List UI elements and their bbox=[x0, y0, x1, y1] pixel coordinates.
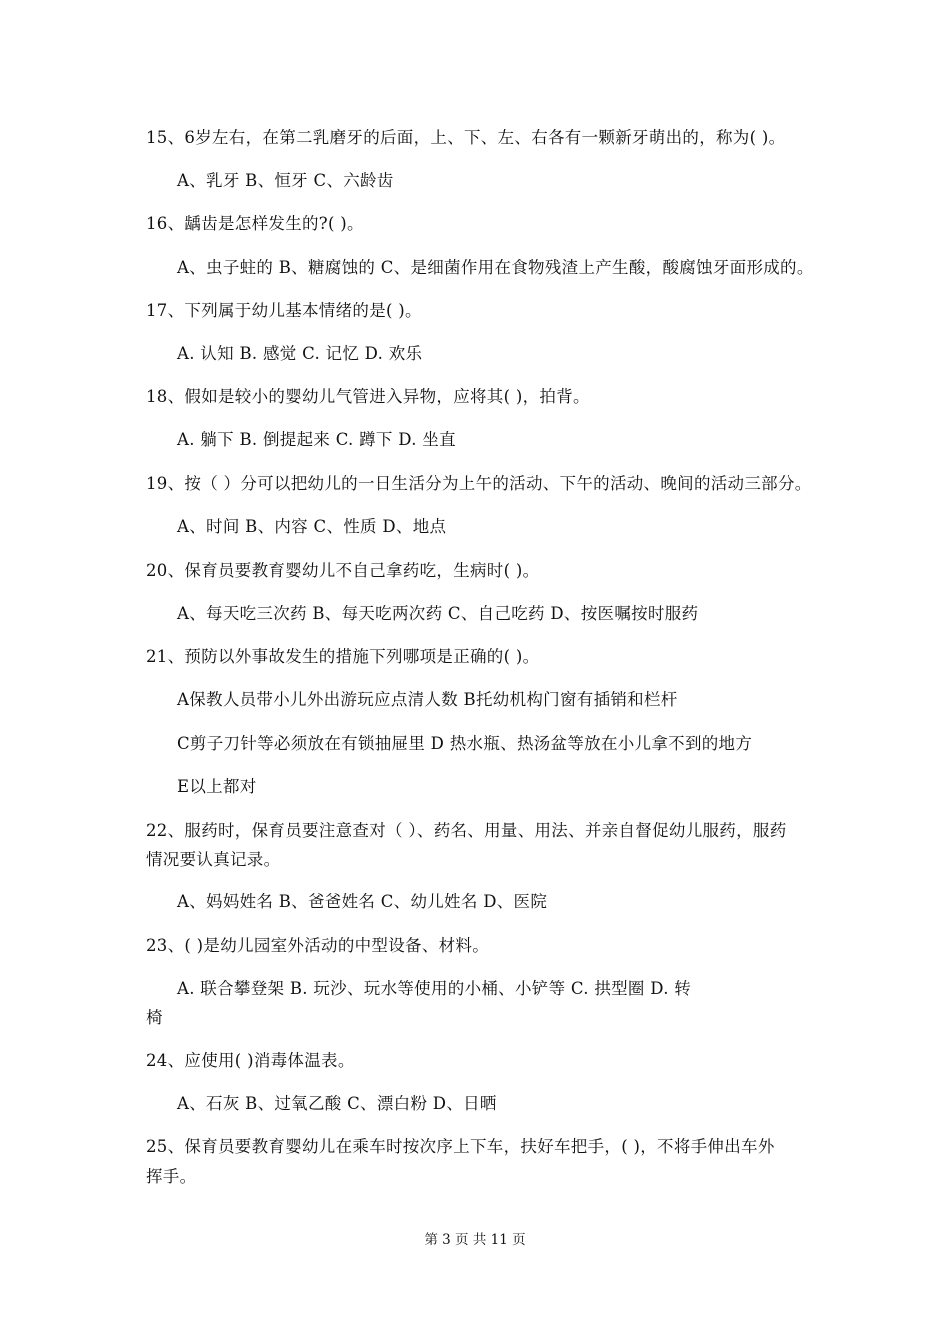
question-15: 15、6岁左右，在第二乳磨牙的后面，上、下、左、右各有一颗新牙萌出的，称为( )。 bbox=[146, 128, 786, 147]
question-17: 17、下列属于幼儿基本情绪的是( )。 bbox=[146, 301, 422, 320]
question-18: 18、假如是较小的婴幼儿气管进入异物，应将其( )，拍背。 bbox=[146, 387, 590, 406]
options-23-cont: 椅 bbox=[146, 1008, 163, 1027]
question-16: 16、龋齿是怎样发生的?( )。 bbox=[146, 214, 364, 233]
options-19: A、时间 B、内容 C、性质 D、地点 bbox=[177, 517, 447, 536]
question-25: 25、保育员要教育婴幼儿在乘车时按次序上下车，扶好车把手，( )，不将手伸出车外 bbox=[146, 1137, 775, 1156]
options-17: A. 认知 B. 感觉 C. 记忆 D. 欢乐 bbox=[177, 344, 423, 363]
question-22-cont: 情况要认真记录。 bbox=[146, 850, 281, 869]
options-24: A、石灰 B、过氧乙酸 C、漂白粉 D、日晒 bbox=[177, 1094, 497, 1113]
options-16: A、虫子蛀的 B、糖腐蚀的 C、是细菌作用在食物残渣上产生酸，酸腐蚀牙面形成的。 bbox=[177, 258, 814, 277]
question-19: 19、按（ ）分可以把幼儿的一日生活分为上午的活动、下午的活动、晚间的活动三部分。 bbox=[146, 474, 812, 493]
page-footer: 第 3 页 共 11 页 bbox=[424, 1232, 526, 1248]
options-23: A. 联合攀登架 B. 玩沙、玩水等使用的小桶、小铲等 C. 拱型圈 D. 转 bbox=[177, 979, 692, 998]
question-24: 24、应使用( )消毒体温表。 bbox=[146, 1051, 355, 1070]
question-20: 20、保育员要教育婴幼儿不自己拿药吃，生病时( )。 bbox=[146, 561, 540, 580]
options-18: A. 躺下 B. 倒提起来 C. 蹲下 D. 坐直 bbox=[177, 430, 456, 449]
options-20: A、每天吃三次药 B、每天吃两次药 C、自己吃药 D、按医嘱按时服药 bbox=[177, 604, 699, 623]
options-21-line3: E以上都对 bbox=[177, 777, 257, 796]
question-23: 23、( )是幼儿园室外活动的中型设备、材料。 bbox=[146, 936, 490, 955]
options-22: A、妈妈姓名 B、爸爸姓名 C、幼儿姓名 D、医院 bbox=[177, 892, 548, 911]
options-21-line1: A保教人员带小儿外出游玩应点清人数 B托幼机构门窗有插销和栏杆 bbox=[177, 690, 678, 709]
options-21-line2: C剪子刀针等必须放在有锁抽屉里 D 热水瓶、热汤盆等放在小儿拿不到的地方 bbox=[177, 734, 753, 753]
question-25-cont: 挥手。 bbox=[146, 1167, 197, 1186]
question-21: 21、预防以外事故发生的措施下列哪项是正确的( )。 bbox=[146, 647, 540, 666]
question-22: 22、服药时，保育员要注意查对（ ）、药名、用量、用法、并亲自督促幼儿服药，服药 bbox=[146, 821, 787, 840]
options-15: A、乳牙 B、恒牙 C、六龄齿 bbox=[177, 171, 394, 190]
